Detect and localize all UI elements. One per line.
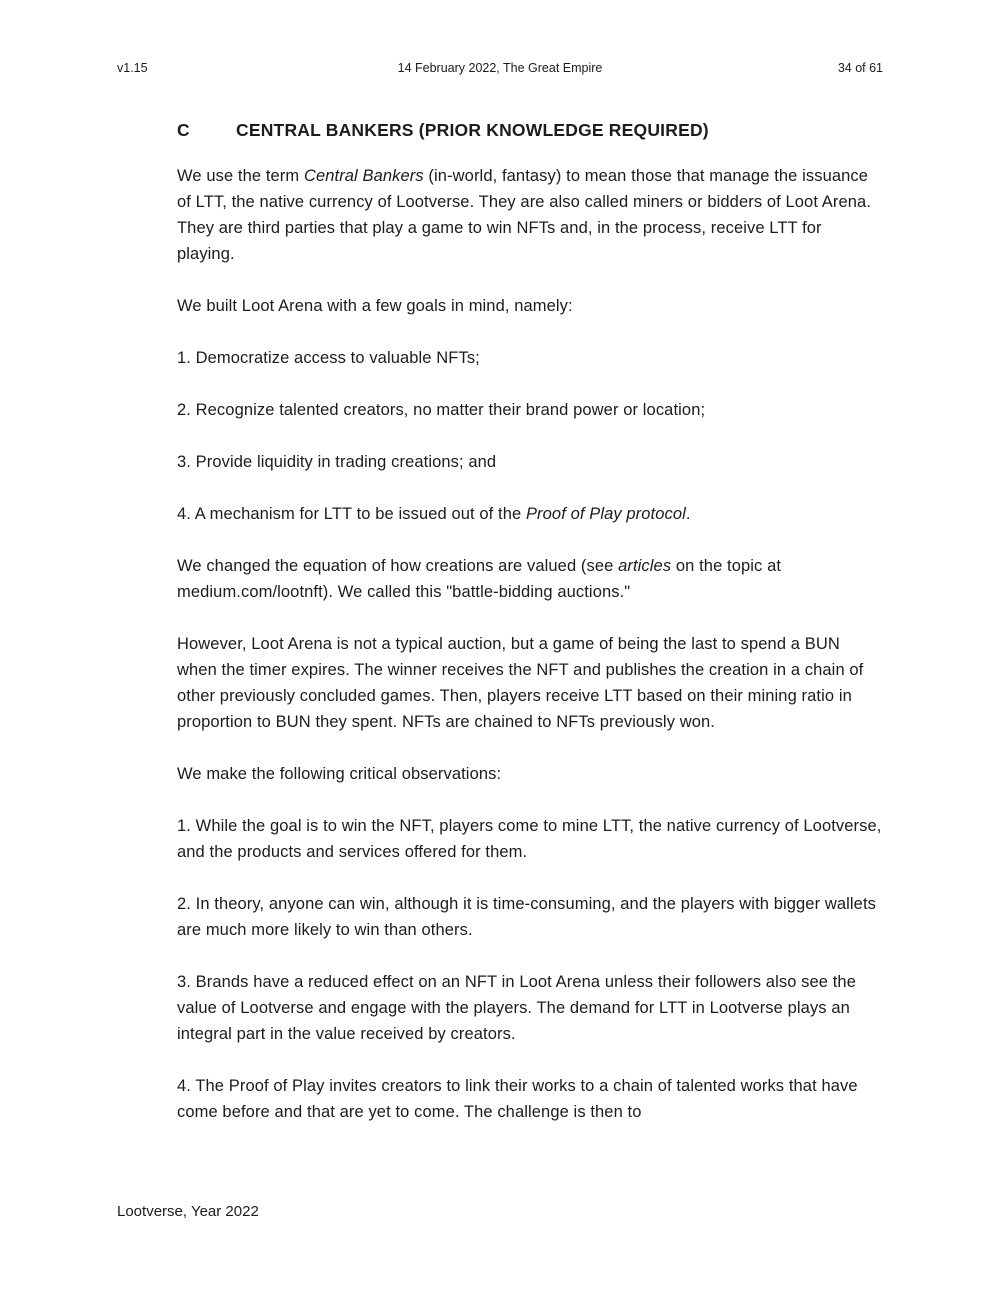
page-footer: [117, 1203, 259, 1220]
paragraph: [177, 163, 883, 267]
paragraph: [177, 553, 883, 605]
paragraph: [177, 761, 883, 787]
paragraph: [177, 501, 883, 527]
section-heading: [177, 120, 709, 141]
italic-text-run: Central Bankers: [303, 167, 424, 185]
footer-text: Lootverse, Year 2022: [117, 1203, 259, 1220]
paragraph: [177, 891, 883, 943]
text-run: We use the term: [177, 167, 304, 185]
section-letter: C: [177, 120, 190, 140]
italic-text-run: articles: [618, 557, 672, 575]
text-run: We built Loot Arena with a few goals in mind, namely:: [177, 297, 573, 315]
text-run: 4. The Proof of Play invites creators to link their works to a chain of talented works that have come before and that are yet to come. The challenge is then to: [177, 1077, 858, 1121]
text-run: We changed the equation of how creations are valued (see: [177, 557, 619, 575]
text-run: However, Loot Arena is not a typical auction, but a game of being the last to spend a BUN when the timer expires. The winner receives the NFT and publishes the creation in a chain of other previously concluded games. Then, players receive LTT based on their mining ratio in proportion to BUN they spent. NFTs are chained to NFTs previously won.: [177, 635, 864, 731]
header-page-number: 34 of 61: [837, 61, 883, 75]
text-run: on the topic at medium.com/lootnft). We called this "battle-bidding auctions.": [177, 557, 782, 601]
text-run: 4. A mechanism for LTT to be issued out of the: [177, 505, 526, 523]
text-run: .: [685, 505, 691, 523]
text-run: 2. In theory, anyone can win, although it is time-consuming, and the players with bigger wallets are much more likely to win than others.: [177, 895, 876, 939]
header-version: v1.15: [117, 61, 148, 75]
text-run: 3. Brands have a reduced effect on an NFT in Loot Arena unless their followers also see the value of Lootverse and engage with the players. The demand for LTT in Lootverse plays an integral part in the value received by creators.: [177, 973, 856, 1043]
text-run: We make the following critical observations:: [177, 765, 502, 783]
paragraph: [177, 345, 883, 371]
text-run: 2. Recognize talented creators, no matter their brand power or location;: [177, 401, 706, 419]
text-run: 3. Provide liquidity in trading creations; and: [177, 453, 497, 471]
paragraph: [177, 449, 883, 475]
header-date-title: 14 February 2022, The Great Empire: [397, 61, 603, 75]
page-header: [117, 61, 883, 77]
text-run: (in-world, fantasy) to mean those that manage the issuance of LTT, the native currency of Lootverse. They are also called miners or bidders of Loot Arena. They are third parties that play a game to win NFTs and, in the process, receive LTT for playing.: [177, 167, 871, 263]
text-run: 1. Democratize access to valuable NFTs;: [177, 349, 480, 367]
paragraph: [177, 969, 883, 1047]
paragraph: [177, 397, 883, 423]
paragraph: [177, 293, 883, 319]
italic-text-run: Proof of Play protocol: [525, 505, 686, 523]
section-title: CENTRAL BANKERS (PRIOR KNOWLEDGE REQUIRED): [236, 120, 709, 140]
paragraph: [177, 631, 883, 735]
paragraph: [177, 813, 883, 865]
text-run: 1. While the goal is to win the NFT, players come to mine LTT, the native currency of Lootverse, and the products and services offered for them.: [177, 817, 882, 861]
paragraph: [177, 1073, 883, 1125]
document-body: [177, 163, 883, 1151]
